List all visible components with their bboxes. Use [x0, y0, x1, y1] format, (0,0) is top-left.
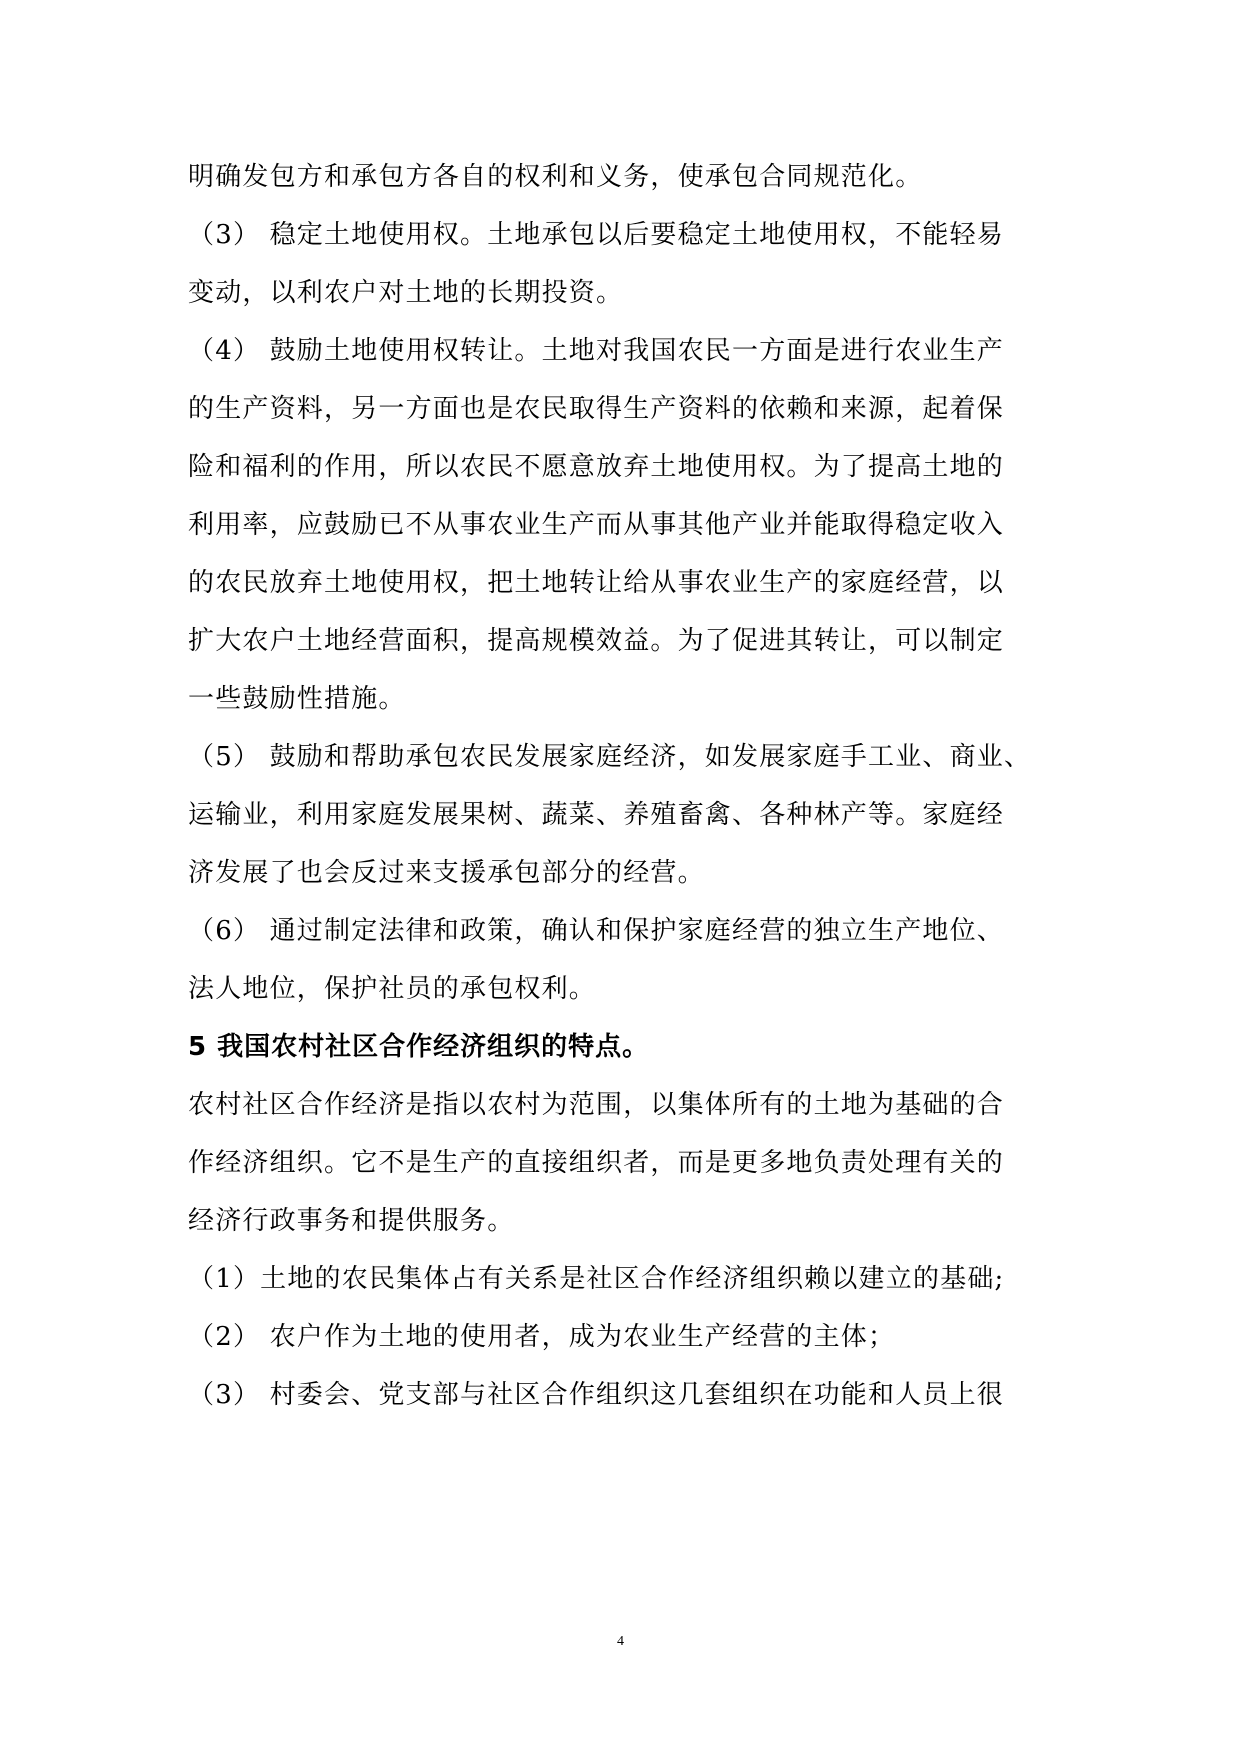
text-line: 的生产资料，另一方面也是农民取得生产资料的依赖和来源，起着保	[188, 394, 1005, 424]
text-line: （1）土地的农民集体占有关系是社区合作经济组织赖以建立的基础;	[188, 1264, 1005, 1294]
section-heading: 5 我国农村社区合作经济组织的特点。	[188, 1032, 650, 1062]
text-line: 运输业，利用家庭发展果树、蔬菜、养殖畜禽、各种林产等。家庭经	[188, 800, 1005, 830]
text-line: 农村社区合作经济是指以农村为范围，以集体所有的土地为基础的合	[188, 1090, 1005, 1120]
text-line: （4） 鼓励土地使用权转让。土地对我国农民一方面是进行农业生产	[188, 336, 1005, 366]
text-line: 法人地位，保护社员的承包权利。	[188, 974, 597, 1004]
text-line: 变动，以利农户对土地的长期投资。	[188, 278, 624, 308]
text-line: （6） 通过制定法律和政策，确认和保护家庭经营的独立生产地位、	[188, 916, 1005, 946]
text-line: 作经济组织。它不是生产的直接组织者，而是更多地负责处理有关的	[188, 1148, 1005, 1178]
page-number: 4	[617, 1634, 624, 1649]
text-line: 济发展了也会反过来支援承包部分的经营。	[188, 858, 705, 888]
text-line: （2） 农户作为土地的使用者，成为农业生产经营的主体；	[188, 1322, 896, 1352]
text-line: 扩大农户土地经营面积，提高规模效益。为了促进其转让，可以制定	[188, 626, 1005, 656]
text-line: 经济行政事务和提供服务。	[188, 1206, 515, 1236]
text-line: （3） 稳定土地使用权。土地承包以后要稳定土地使用权，不能轻易	[188, 220, 1005, 250]
text-line: （3） 村委会、党支部与社区合作组织这几套组织在功能和人员上很	[188, 1380, 1005, 1410]
text-line: 明确发包方和承包方各自的权利和义务，使承包合同规范化。	[188, 162, 923, 192]
text-line: 险和福利的作用，所以农民不愿意放弃土地使用权。为了提高土地的	[188, 452, 1005, 482]
text-line: （5） 鼓励和帮助承包农民发展家庭经济，如发展家庭手工业、商业、	[188, 742, 1032, 772]
text-line: 利用率，应鼓励已不从事农业生产而从事其他产业并能取得稳定收入	[188, 510, 1005, 540]
text-line: 一些鼓励性措施。	[188, 684, 406, 714]
text-line: 的农民放弃土地使用权，把土地转让给从事农业生产的家庭经营，以	[188, 568, 1005, 598]
